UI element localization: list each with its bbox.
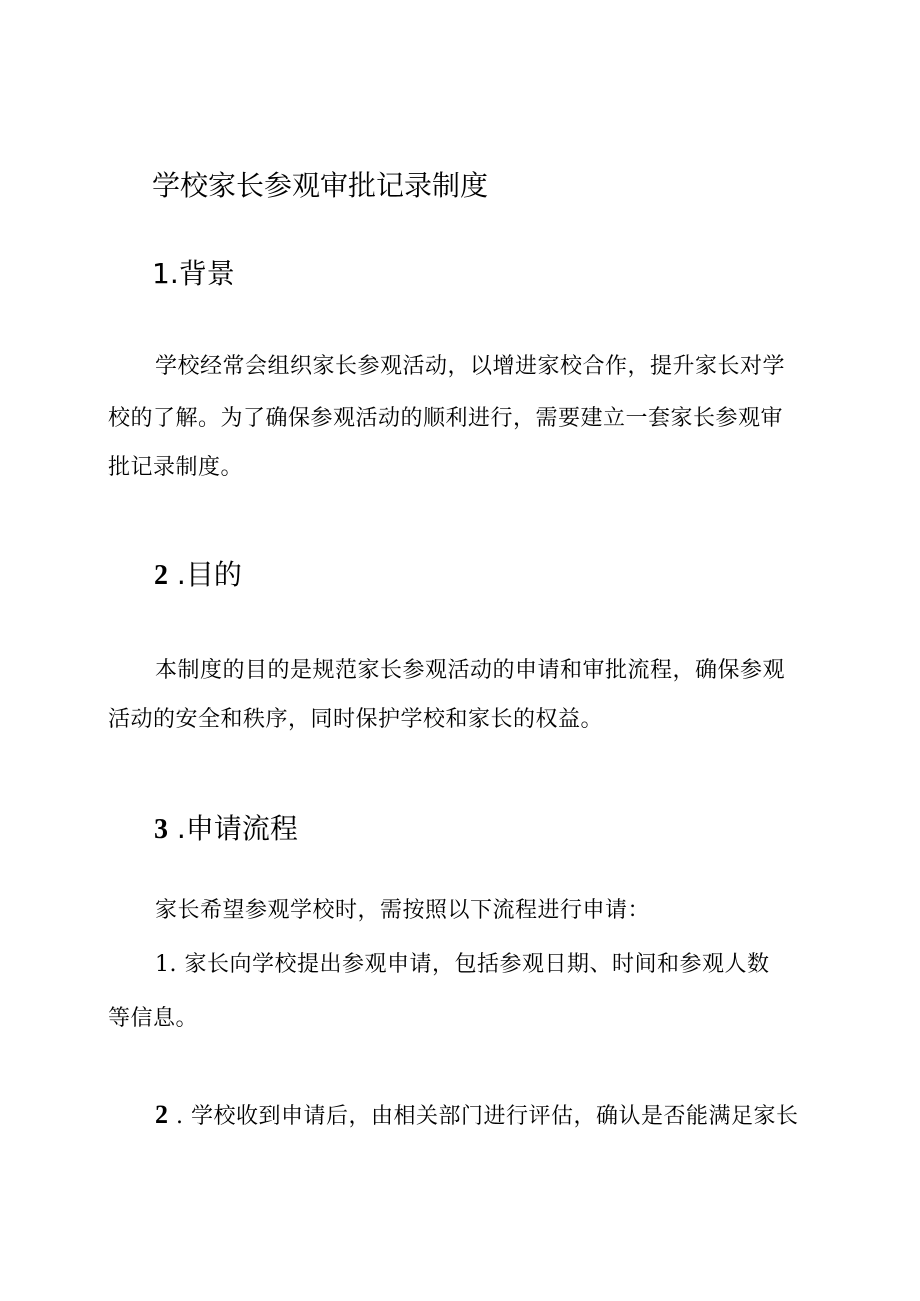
section-2-title: 目的 [185,558,242,591]
section-3-item-2-line-1 [155,1100,798,1132]
section-3-item-2-text: . 学校收到申请后，由相关部门进行评估，确认是否能满足家长 [168,1104,799,1129]
section-1-line-3: 批记录制度。 [108,455,244,480]
section-2-line-2: 活动的安全和秩序，同时保护学校和家长的权益。 [108,707,604,732]
section-1-title: 背景 [178,257,235,290]
section-3-item-1-line-2: 等信息。 [108,1006,199,1031]
section-3-dot: . [168,812,186,845]
section-3-heading [154,811,298,848]
section-3-number: 3 [154,814,168,845]
section-1-line-2: 校的了解。为了确保参观活动的顺利进行，需要建立一套家长参观审 [108,406,784,431]
section-2-dot: . [168,558,186,591]
section-3-item-2-number: 2 [155,1100,169,1129]
section-2-heading [154,557,242,594]
section-2-number: 2 [154,560,168,591]
section-2-line-1: 本制度的目的是规范家长参观活动的申请和审批流程，确保参观 [155,658,786,683]
section-1-number: 1. [152,257,179,290]
section-3-title: 申请流程 [185,812,298,845]
document-title: 学校家长参观审批记录制度 [152,169,489,202]
section-3-item-1-line-1: 1. 家长向学校提出参观申请，包括参观日期、时间和参观人数 [155,952,770,977]
section-1-line-1: 学校经常会组织家长参观活动，以增进家校合作，提升家长对学 [155,354,786,379]
section-3-intro: 家长希望参观学校时，需按照以下流程进行申请： [155,898,651,923]
section-1-heading [152,256,235,292]
